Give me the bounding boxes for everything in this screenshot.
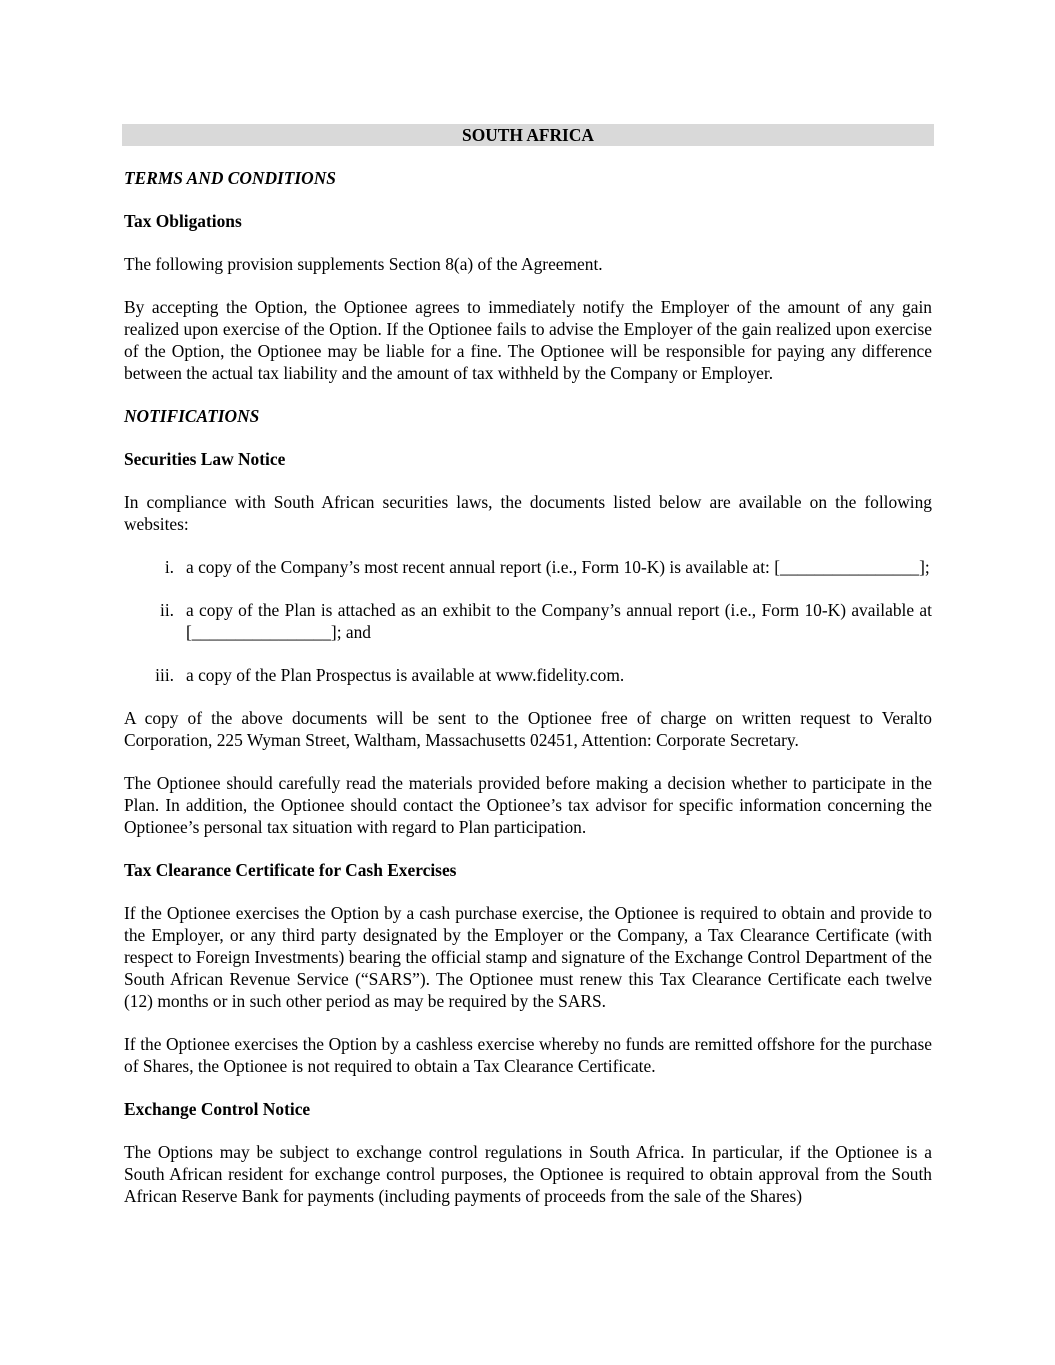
list-item xyxy=(124,599,932,643)
list-item-text: a copy of the Company’s most recent annual report (i.e., Form 10-K) is available at: [________________]; xyxy=(186,557,930,577)
list-marker: iii. xyxy=(155,665,174,685)
exchange-control-body: The Options may be subject to exchange control regulations in South Africa. In particular, if the Optionee is a South African resident for exchange control purposes, the Optionee is required to obtain approval from the South African Reserve Bank for payments (including payments of proceeds from the sale of the Shares) xyxy=(124,1142,932,1206)
country-banner: SOUTH AFRICA xyxy=(122,124,934,146)
list-marker: i. xyxy=(164,557,174,577)
securities-law-heading: Securities Law Notice xyxy=(124,449,286,469)
notifications-heading: NOTIFICATIONS xyxy=(124,406,260,426)
terms-heading: TERMS AND CONDITIONS xyxy=(124,168,336,188)
tax-clearance-paragraph-1: If the Optionee exercises the Option by a cash purchase exercise, the Optionee is required to obtain and provide to the Employer, or any third party designated by the Employer or the Company, a Tax Clearance Certificate (with respect to Foreign Investments) bearing the official stamp and signature of the Exchange Control Department of the South African Revenue Service (“SARS”). The Optionee must renew this Tax Clearance Certificate each twelve (12) months or in such other period as may be required by the SARS. xyxy=(124,903,932,1011)
tax-obligations-heading: Tax Obligations xyxy=(124,211,242,231)
advice-paragraph: The Optionee should carefully read the materials provided before making a decision whether to participate in the Plan. In addition, the Optionee should contact the Optionee’s tax advisor for specific information concerning the Optionee’s personal tax situation with regard to Plan participation. xyxy=(124,773,932,837)
list-marker: ii. xyxy=(159,600,174,620)
list-item xyxy=(124,664,932,686)
tax-obligations-intro: The following provision supplements Section 8(a) of the Agreement. xyxy=(124,254,603,274)
list-item xyxy=(124,556,932,578)
exchange-control-heading: Exchange Control Notice xyxy=(124,1099,311,1119)
list-item-text: a copy of the Plan Prospectus is available at www.fidelity.com. xyxy=(186,665,625,685)
document-page xyxy=(124,124,932,1228)
tax-obligations-body: By accepting the Option, the Optionee agrees to immediately notify the Employer of the amount of any gain realized upon exercise of the Option. If the Optionee fails to advise the Employer of the gain realized upon exercise of the Option, the Optionee may be liable for a fine. The Optionee will be responsible for paying any difference between the actual tax liability and the amount of tax withheld by the Company or Employer. xyxy=(124,297,932,383)
copy-request-paragraph: A copy of the above documents will be sent to the Optionee free of charge on written request to Veralto Corporation, 225 Wyman Street, Waltham, Massachusetts 02451, Attention: Corporate Secretary. xyxy=(124,708,932,750)
securities-intro: In compliance with South African securities laws, the documents listed below are available on the following websites: xyxy=(124,492,932,534)
list-item-text: a copy of the Plan is attached as an exhibit to the Company’s annual report (i.e., Form 10-K) available at [________________]; and xyxy=(186,600,932,642)
tax-clearance-heading: Tax Clearance Certificate for Cash Exercises xyxy=(124,860,457,880)
tax-clearance-paragraph-2: If the Optionee exercises the Option by a cashless exercise whereby no funds are remitted offshore for the purchase of Shares, the Optionee is not required to obtain a Tax Clearance Certificate. xyxy=(124,1034,932,1076)
documents-list xyxy=(124,556,932,686)
